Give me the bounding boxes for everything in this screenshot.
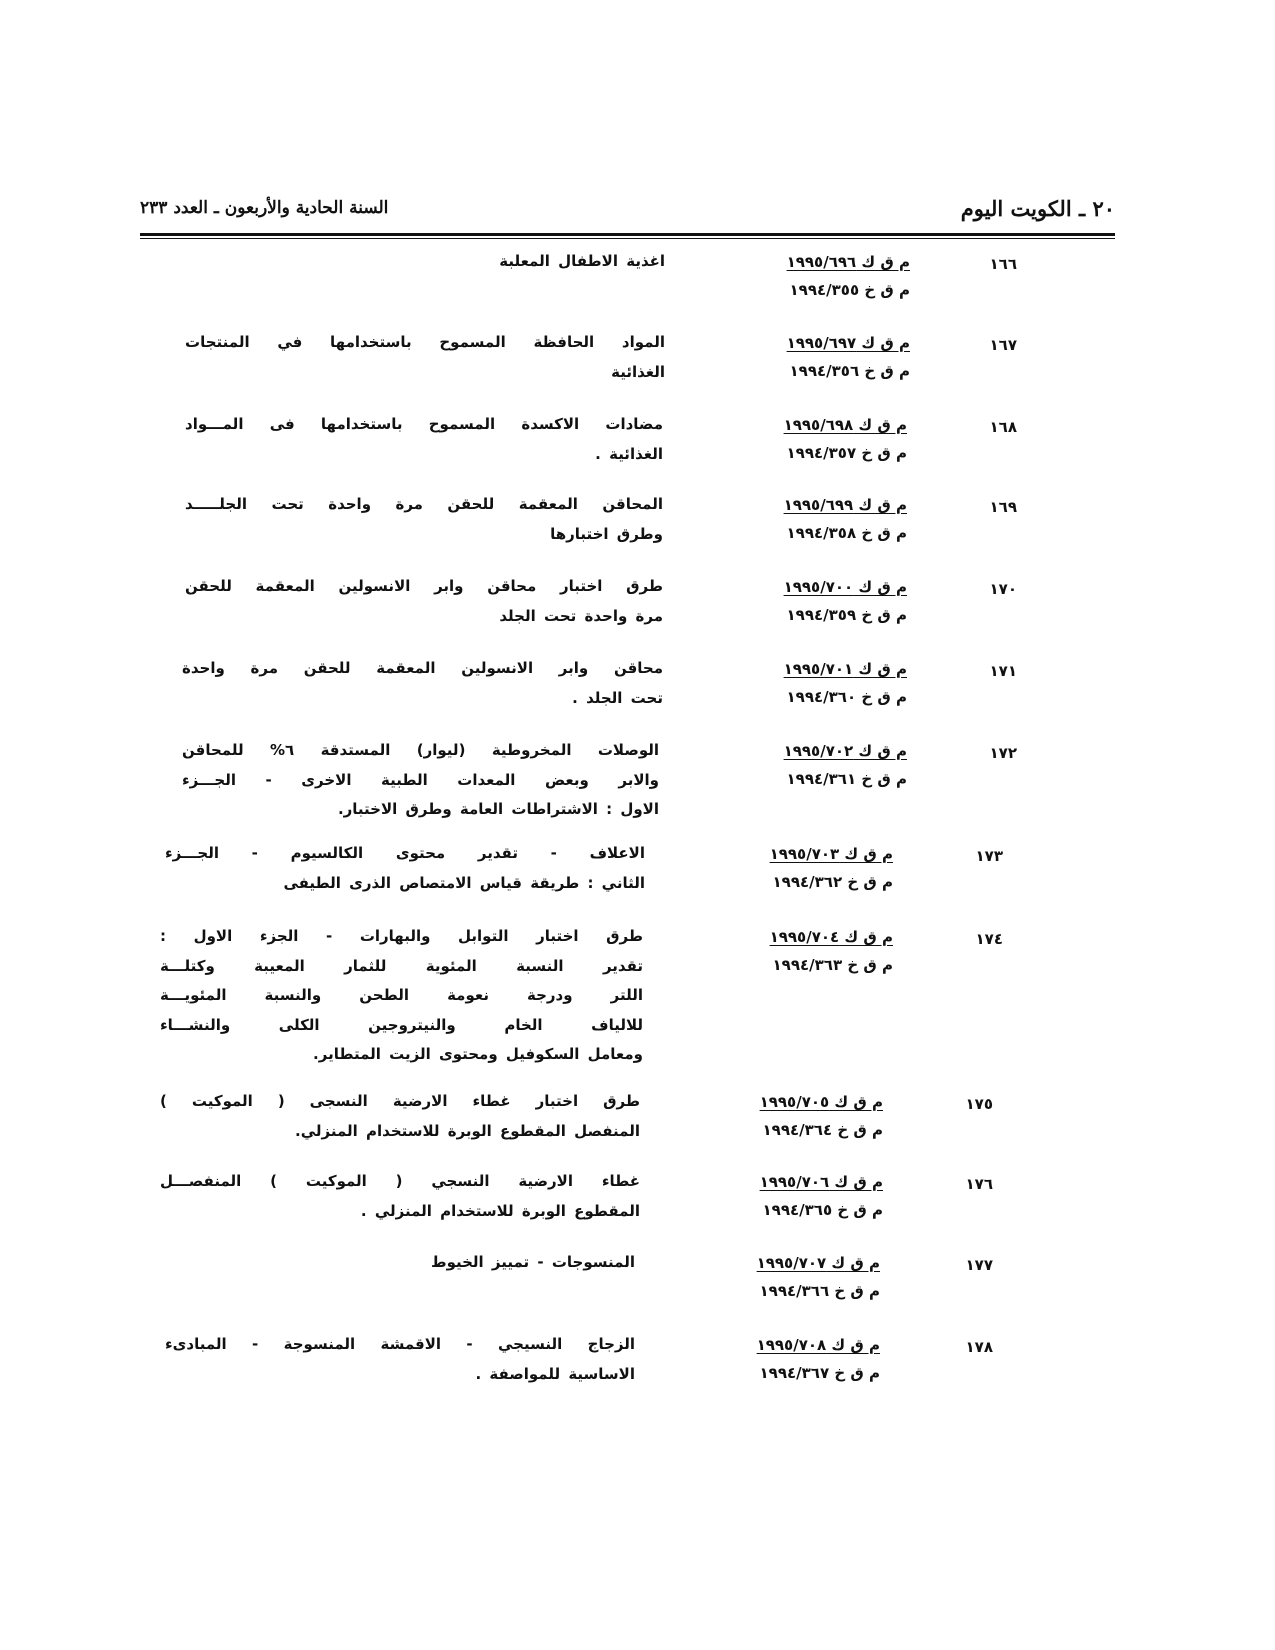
issue-info: السنة الحادية والأربعون ـ العدد ٢٣٣ xyxy=(140,198,389,218)
gulf-standard-code: م ق خ ١٩٩٤/٣٥٩ xyxy=(786,606,907,624)
entry-title-line: طرق اختبار غطاء الارضية النسجى ( الموكيت ) xyxy=(160,1092,640,1110)
entry-title xyxy=(185,410,663,469)
entry-title-line: طرق اختبار التوابل والبهارات - الجزء الاول : xyxy=(160,927,643,945)
gulf-standard-code: م ق خ ١٩٩٤/٣٥٧ xyxy=(786,444,907,462)
entry-codes xyxy=(757,1249,880,1305)
kuwait-standard-code: م ق ك ١٩٩٥/٦٩٧ xyxy=(786,334,910,352)
entry-title xyxy=(185,572,663,631)
entry-title-line: المقطوع الوبرة للاستخدام المنزلي . xyxy=(360,1201,640,1220)
entry-title-line: المنفصل المقطوع الوبرة للاستخدام المنزلي. xyxy=(295,1121,640,1140)
entry-title-line: المنسوجات - تمييز الخيوط xyxy=(431,1253,635,1271)
entry-number: ١٧٨ xyxy=(965,1338,993,1356)
entry-codes xyxy=(760,1168,883,1224)
kuwait-standard-code: م ق ك ١٩٩٥/٦٩٩ xyxy=(783,496,907,514)
entry-title-line: والابر وبعض المعدات الطبية الاخرى - الجـــزء xyxy=(182,770,659,789)
entry-title-line: للالياف الخام والنيتروجين الكلى والنشـــاء xyxy=(160,1015,643,1034)
kuwait-standard-code: م ق ك ١٩٩٥/٧٠٥ xyxy=(759,1093,883,1111)
gulf-standard-code: م ق خ ١٩٩٤/٣٦٤ xyxy=(762,1121,883,1139)
entry-title xyxy=(160,1087,640,1146)
kuwait-standard-code: م ق ك ١٩٩٥/٧٠٨ xyxy=(756,1336,880,1354)
entry-title-line: الثاني : طريقة قياس الامتصاص الذرى الطيفى xyxy=(283,873,645,892)
entry-codes xyxy=(787,329,910,385)
entry-title xyxy=(182,736,659,825)
page-header xyxy=(140,196,1115,226)
entry-title-line: محاقن وابر الانسولين المعقمة للحقن مرة واحدة xyxy=(182,659,663,677)
entry-title xyxy=(182,654,663,713)
entry-codes xyxy=(760,1088,883,1144)
kuwait-standard-code: م ق ك ١٩٩٥/٦٩٦ xyxy=(786,253,910,271)
entry-number: ١٦٩ xyxy=(989,498,1017,516)
entry-number: ١٧٣ xyxy=(975,847,1003,865)
gulf-standard-code: م ق خ ١٩٩٤/٣٥٥ xyxy=(789,281,910,299)
entry-title-line: الغذائية . xyxy=(595,444,663,463)
entry-number: ١٧٧ xyxy=(965,1256,993,1274)
entry-number: ١٦٧ xyxy=(989,336,1017,354)
entry-codes xyxy=(770,923,893,979)
entry-codes xyxy=(784,655,907,711)
entry-title-line: غطاء الارضية النسجي ( الموكيت ) المنفصـــل xyxy=(160,1172,640,1190)
entry-title xyxy=(165,839,645,898)
kuwait-standard-code: م ق ك ١٩٩٥/٧٠٤ xyxy=(769,928,893,946)
entry-title-line: مضادات الاكسدة المسموح باستخدامها فى المـــواد xyxy=(185,415,663,433)
kuwait-standard-code: م ق ك ١٩٩٥/٧٠٣ xyxy=(769,845,893,863)
entry-number: ١٧٤ xyxy=(975,930,1003,948)
entry-title-line: وطرق اختبارها xyxy=(550,524,663,543)
entry-number: ١٦٨ xyxy=(989,418,1017,436)
entry-title xyxy=(160,922,643,1070)
entry-number: ١٦٦ xyxy=(989,255,1017,273)
entry-title-line: اغذية الاطفال المعلبة xyxy=(499,252,665,270)
gulf-standard-code: م ق خ ١٩٩٤/٣٦٦ xyxy=(759,1282,880,1300)
kuwait-standard-code: م ق ك ١٩٩٥/٧٠٧ xyxy=(756,1254,880,1272)
entry-number: ١٧١ xyxy=(989,662,1017,680)
header-rule xyxy=(140,233,1115,236)
entry-title-line: مرة واحدة تحت الجلد xyxy=(499,606,663,625)
entry-title-line: الوصلات المخروطية (ليوار) المستدقة ٦% للمحاقن xyxy=(182,741,659,759)
gulf-standard-code: م ق خ ١٩٩٤/٣٦٥ xyxy=(762,1201,883,1219)
entry-title-line: طرق اختبار محاقن وابر الانسولين المعقمة للحقن xyxy=(185,577,663,595)
gulf-standard-code: م ق خ ١٩٩٤/٣٥٦ xyxy=(789,362,910,380)
entry-codes xyxy=(784,573,907,629)
entry-codes xyxy=(757,1331,880,1387)
entry-title xyxy=(185,490,663,549)
entry-codes xyxy=(770,840,893,896)
entry-title-line: تقدير النسبة المئوية للثمار المعيبة وكتلـــة xyxy=(160,956,643,975)
kuwait-standard-code: م ق ك ١٩٩٥/٧٠٦ xyxy=(759,1173,883,1191)
entry-codes xyxy=(784,411,907,467)
gulf-standard-code: م ق خ ١٩٩٤/٣٦٢ xyxy=(772,873,893,891)
entry-title-line: المحاقن المعقمة للحقن مرة واحدة تحت الجلـــــد xyxy=(185,495,663,513)
gulf-standard-code: م ق خ ١٩٩٤/٣٦٧ xyxy=(759,1364,880,1382)
entry-title xyxy=(160,1248,635,1278)
entry-codes xyxy=(784,737,907,793)
kuwait-standard-code: م ق ك ١٩٩٥/٦٩٨ xyxy=(783,416,907,434)
gulf-standard-code: م ق خ ١٩٩٤/٣٦٠ xyxy=(786,688,907,706)
header-rule-thin xyxy=(140,238,1115,239)
gulf-standard-code: م ق خ ١٩٩٤/٣٦١ xyxy=(786,770,907,788)
entry-number: ١٧٢ xyxy=(989,744,1017,762)
gulf-standard-code: م ق خ ١٩٩٤/٣٥٨ xyxy=(786,524,907,542)
entry-title xyxy=(165,1330,635,1389)
entry-title-line: الاساسية للمواصفة . xyxy=(475,1364,635,1383)
page-title: ٢٠ ـ الكويت اليوم xyxy=(960,196,1115,221)
entry-title-line: اللتر ودرجة نعومة الطحن والنسبة المئويـــة xyxy=(160,986,643,1004)
gulf-standard-code: م ق خ ١٩٩٤/٣٦٣ xyxy=(772,956,893,974)
entry-title-line: المواد الحافظة المسموح باستخدامها في المنتجات xyxy=(185,333,665,351)
entry-title-line: الاعلاف - تقدير محتوى الكالسيوم - الجـــزء xyxy=(165,844,645,862)
kuwait-standard-code: م ق ك ١٩٩٥/٧٠١ xyxy=(783,660,907,678)
entry-title xyxy=(185,247,665,277)
kuwait-standard-code: م ق ك ١٩٩٥/٧٠٢ xyxy=(783,742,907,760)
entry-number: ١٧٠ xyxy=(989,580,1017,598)
entry-title-line: تحت الجلد . xyxy=(572,688,663,707)
entry-title-line: الاول : الاشتراطات العامة وطرق الاختبار. xyxy=(337,800,659,818)
entry-title-line: ومعامل السكوفيل ومحتوى الزيت المتطاير. xyxy=(313,1045,643,1063)
entry-number: ١٧٦ xyxy=(965,1175,993,1193)
entry-title xyxy=(185,328,665,387)
entry-title xyxy=(160,1167,640,1226)
kuwait-standard-code: م ق ك ١٩٩٥/٧٠٠ xyxy=(783,578,907,596)
entry-title-line: الغذائية xyxy=(611,362,665,381)
entry-title-line: الزجاج النسيجي - الاقمشة المنسوجة - المبادىء xyxy=(165,1335,635,1353)
entry-codes xyxy=(784,491,907,547)
entry-codes xyxy=(787,248,910,304)
entry-number: ١٧٥ xyxy=(965,1095,993,1113)
